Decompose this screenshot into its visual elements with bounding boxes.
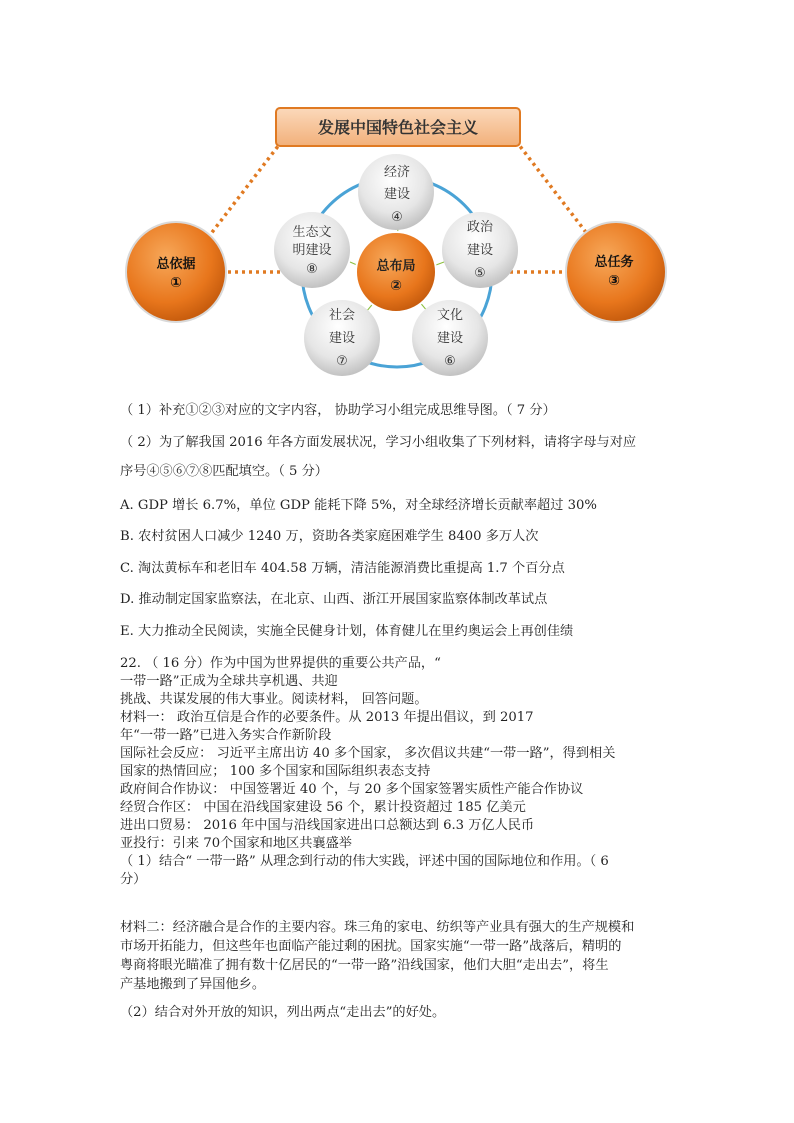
option-c: C. 淘汰黄标车和老旧车 404.58 万辆，清洁能源消费比重提高 1.7 个百分点 — [120, 561, 565, 576]
material1-line5: 政府间合作协议： 中国签署近 40 个，与 20 多个国家签署实质性产能合作协议 — [120, 782, 584, 797]
option-d: D. 推动制定国家监察法，在北京、山西、浙江开展国家监察体制改革试点 — [120, 592, 548, 607]
svg-text:生态文: 生态文 — [292, 225, 332, 240]
svg-text:②: ② — [390, 278, 402, 294]
option-b: B. 农村贫困人口减少 1240 万，资助各类家庭困难学生 8400 多万人次 — [120, 529, 539, 544]
question-2-line2: 序号④⑤⑥⑦⑧匹配填空。（ 5 分） — [120, 464, 328, 479]
node-overall-layout — [356, 232, 436, 312]
svg-text:明建设: 明建设 — [292, 243, 332, 258]
node-politics — [442, 212, 518, 288]
mind-map-diagram — [0, 0, 794, 390]
q22-line3: 挑战、共谋发展的伟大事业。阅读材料， 回答问题。 — [120, 692, 428, 707]
question-2-line1: （ 2）为了解我国 2016 年各方面发展状况，学习小组收集了下列材料，请将字母与对应 — [120, 435, 637, 450]
svg-text:③: ③ — [608, 273, 620, 289]
node-ecology — [274, 212, 350, 288]
material1-line2: 年“一带一路”已进入务实合作新阶段 — [120, 728, 332, 743]
material1-line8: 亚投行：引来 70个国家和地区共襄盛举 — [120, 836, 352, 851]
option-e: E. 大力推动全民阅读，实施全民健身计划，体育健儿在里约奥运会上再创佳绩 — [120, 624, 574, 639]
q22-line1: 22. （ 16 分）作为中国为世界提供的重要公共产品，“ — [120, 656, 441, 671]
svg-text:④: ④ — [391, 210, 403, 225]
node-society — [304, 300, 380, 376]
svg-text:建设: 建设 — [328, 331, 356, 346]
material1-line1: 材料一： 政治互信是合作的必要条件。从 2013 年提出倡议，到 2017 — [120, 710, 534, 725]
svg-text:政治: 政治 — [466, 220, 494, 235]
material1-question-line2: 分） — [120, 872, 147, 887]
svg-text:⑤: ⑤ — [474, 266, 486, 281]
svg-text:经济: 经济 — [383, 165, 411, 180]
material1-line4: 国家的热情回应； 100 多个国家和国际组织表态支持 — [120, 764, 431, 779]
svg-text:⑧: ⑧ — [306, 262, 318, 277]
material2-line1: 材料二：经济融合是合作的主要内容。珠三角的家电、纺织等产业具有强大的生产规模和 — [120, 920, 635, 935]
svg-text:⑦: ⑦ — [336, 354, 348, 369]
material2-line2: 市场开拓能力，但这些年也面临产能过剩的困扰。国家实施“一带一路”战落后，精明的 — [120, 939, 622, 954]
material1-question-line1: （ 1）结合“ 一带一路” 从理念到行动的伟大实践，评述中国的国际地位和作用。（ 6 — [120, 854, 609, 869]
material2-line4: 产基地搬到了异国他乡。 — [120, 977, 266, 992]
svg-text:总布局: 总布局 — [376, 259, 416, 274]
option-a: A. GDP 增长 6.7%，单位 GDP 能耗下降 5%，对全球经济增长贡献率超过 30% — [120, 498, 597, 513]
title-text: 发展中国特色社会主义 — [317, 118, 479, 137]
svg-text:建设: 建设 — [383, 187, 411, 202]
title-box — [276, 108, 520, 146]
svg-text:⑥: ⑥ — [444, 354, 456, 369]
node-overall-basis — [126, 222, 226, 322]
material1-line6: 经贸合作区： 中国在沿线国家建设 56 个，累计投资超过 185 亿美元 — [120, 800, 526, 815]
material2-question: （2）结合对外开放的知识，列出两点“走出去”的好处。 — [120, 1005, 446, 1020]
material1-line7: 进出口贸易： 2016 年中国与沿线国家进出口总额达到 6.3 万亿人民币 — [120, 818, 535, 833]
svg-text:总依据: 总依据 — [156, 257, 196, 272]
question-1: （ 1）补充①②③对应的文字内容， 协助学习小组完成思维导图。（ 7 分） — [120, 403, 556, 418]
svg-text:社会: 社会 — [328, 308, 356, 323]
node-economy — [358, 154, 434, 230]
svg-text:文化: 文化 — [436, 308, 464, 323]
q22-line2: 一带一路”正成为全球共享机遇、共迎 — [120, 674, 338, 689]
svg-text:建设: 建设 — [436, 331, 464, 346]
svg-text:总任务: 总任务 — [594, 255, 634, 270]
svg-text:①: ① — [170, 275, 182, 291]
node-overall-task — [566, 222, 666, 322]
svg-text:建设: 建设 — [466, 243, 494, 258]
material1-line3: 国际社会反应： 习近平主席出访 40 多个国家， 多次倡议共建“一带一路”，得到相关 — [120, 746, 616, 761]
node-culture — [412, 300, 488, 376]
material2-line3: 粤商将眼光瞄准了拥有数十亿居民的“一带一路”沿线国家，他们大胆“走出去”，将生 — [120, 958, 609, 973]
